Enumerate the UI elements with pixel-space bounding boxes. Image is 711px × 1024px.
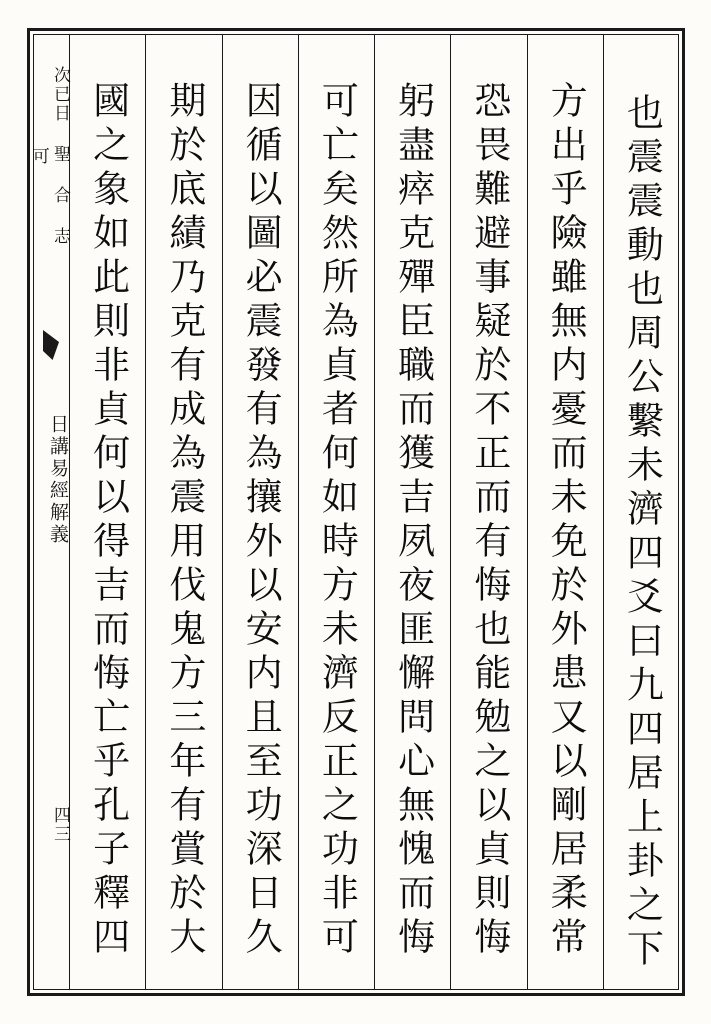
text-body xyxy=(70,35,679,989)
text-column xyxy=(145,35,221,989)
text-column xyxy=(222,35,298,989)
page-spine xyxy=(28,35,70,989)
spine-header-text: 次已日 聖 合 志 可 xyxy=(28,66,70,246)
text-column xyxy=(527,35,603,989)
column-text: 因循以圖必震發有為攘外以安内且至功深日久 xyxy=(239,81,283,961)
column-text: 也震震動也周公繫未濟四爻曰九四居上卦之下 xyxy=(620,93,664,973)
column-text: 可亡矣然所為貞者何如時方未濟反正之功非可 xyxy=(315,81,359,961)
column-text: 恐畏難避事疑於不正而有悔也能勉之以貞則悔 xyxy=(467,81,511,961)
column-text: 國之象如此則非貞何以得吉而悔亡乎孔子釋四 xyxy=(86,81,130,961)
column-text: 躬盡瘁克殫臣職而獲吉夙夜匪懈問心無愧而悔 xyxy=(391,81,435,961)
fish-tail-mark-icon xyxy=(43,330,59,360)
text-column xyxy=(450,35,526,989)
column-text: 方出乎險雖無内憂而未免於外患又以剛居柔常 xyxy=(544,81,588,961)
page-number: 四三 xyxy=(50,806,70,844)
text-column xyxy=(70,35,145,989)
column-text: 期於底績乃克有成為震用伐鬼方三年有賞於大 xyxy=(162,81,206,961)
book-title: 日講易經解義 xyxy=(47,414,69,546)
text-column xyxy=(374,35,450,989)
text-column xyxy=(298,35,374,989)
text-column xyxy=(603,35,679,989)
